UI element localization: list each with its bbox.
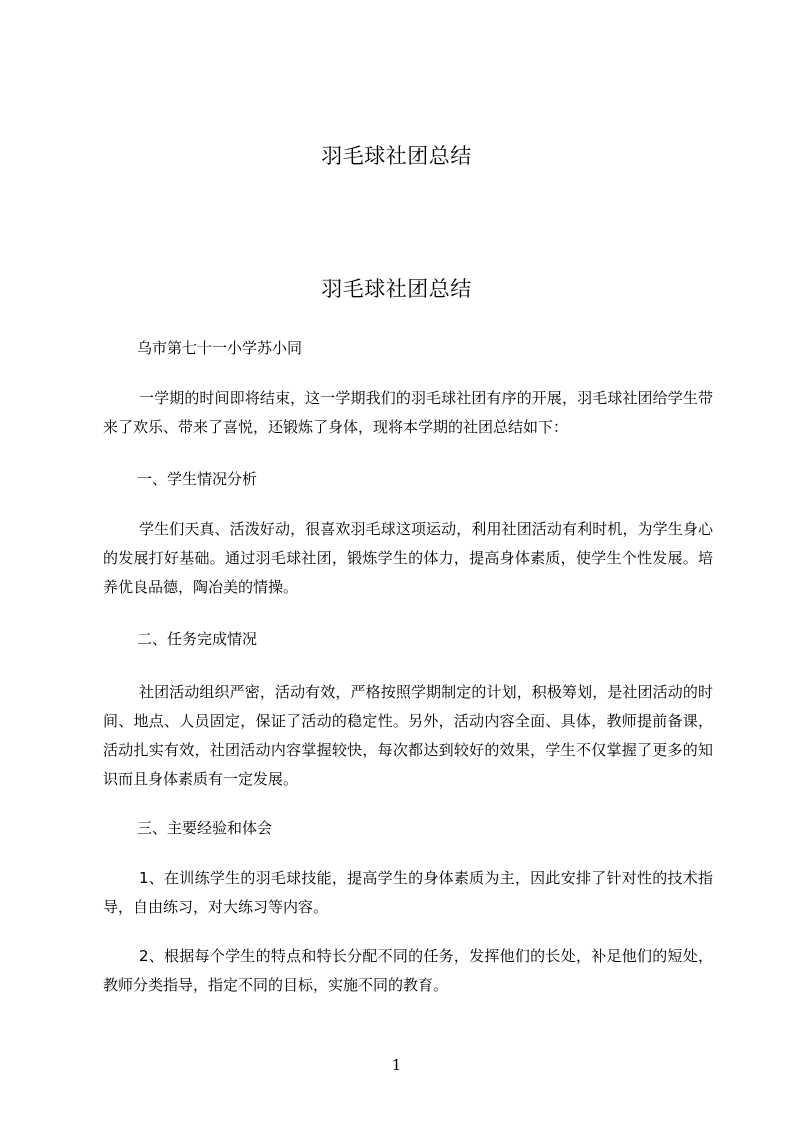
section-paragraph: 学生们天真、活泼好动，很喜欢羽毛球这项运动，利用社团活动有利时机，为学生身心的发展打好基础。通过羽毛球社团，锻炼学生的体力，提高身体素质，使学生个性发展。培养优良品德，陶冶美的情操。 — [103, 520, 713, 596]
section-paragraph: 1、在训练学生的羽毛球技能，提高学生的身体素质为主，因此安排了针对性的技术指导，自由练习，对大练习等内容。 — [103, 869, 713, 916]
section-heading: 三、主要经验和体会 — [137, 819, 273, 837]
document-title: 羽毛球社团总结 — [321, 277, 472, 301]
section-paragraph: 社团活动组织严密，活动有效，严格按照学期制定的计划，积极筹划，是社团活动的时间、地点、人员固定，保证了活动的稳定性。另外，活动内容全面、具体，教师提前备课，活动扎实有效，社团活动内容掌握较快，每次都达到较好的效果，学生不仅掌握了更多的知识而且身体素质有一定发展。 — [103, 683, 713, 788]
cover-title: 羽毛球社团总结 — [321, 144, 472, 168]
section-paragraph: 2、根据每个学生的特点和特长分配不同的任务，发挥他们的长处，补足他们的短处，教师分类指导，指定不同的目标，实施不同的教育。 — [103, 947, 713, 994]
section-heading: 一、学生情况分析 — [137, 470, 258, 488]
intro-paragraph: 一学期的时间即将结束，这一学期我们的羽毛球社团有序的开展，羽毛球社团给学生带来了欢乐、带来了喜悦，还锻炼了身体，现将本学期的社团总结如下： — [103, 389, 713, 436]
page-number: 1 — [391, 1056, 402, 1074]
section-heading: 二、任务完成情况 — [137, 630, 258, 648]
author-line: 乌市第七十一小学苏小同 — [137, 339, 303, 357]
